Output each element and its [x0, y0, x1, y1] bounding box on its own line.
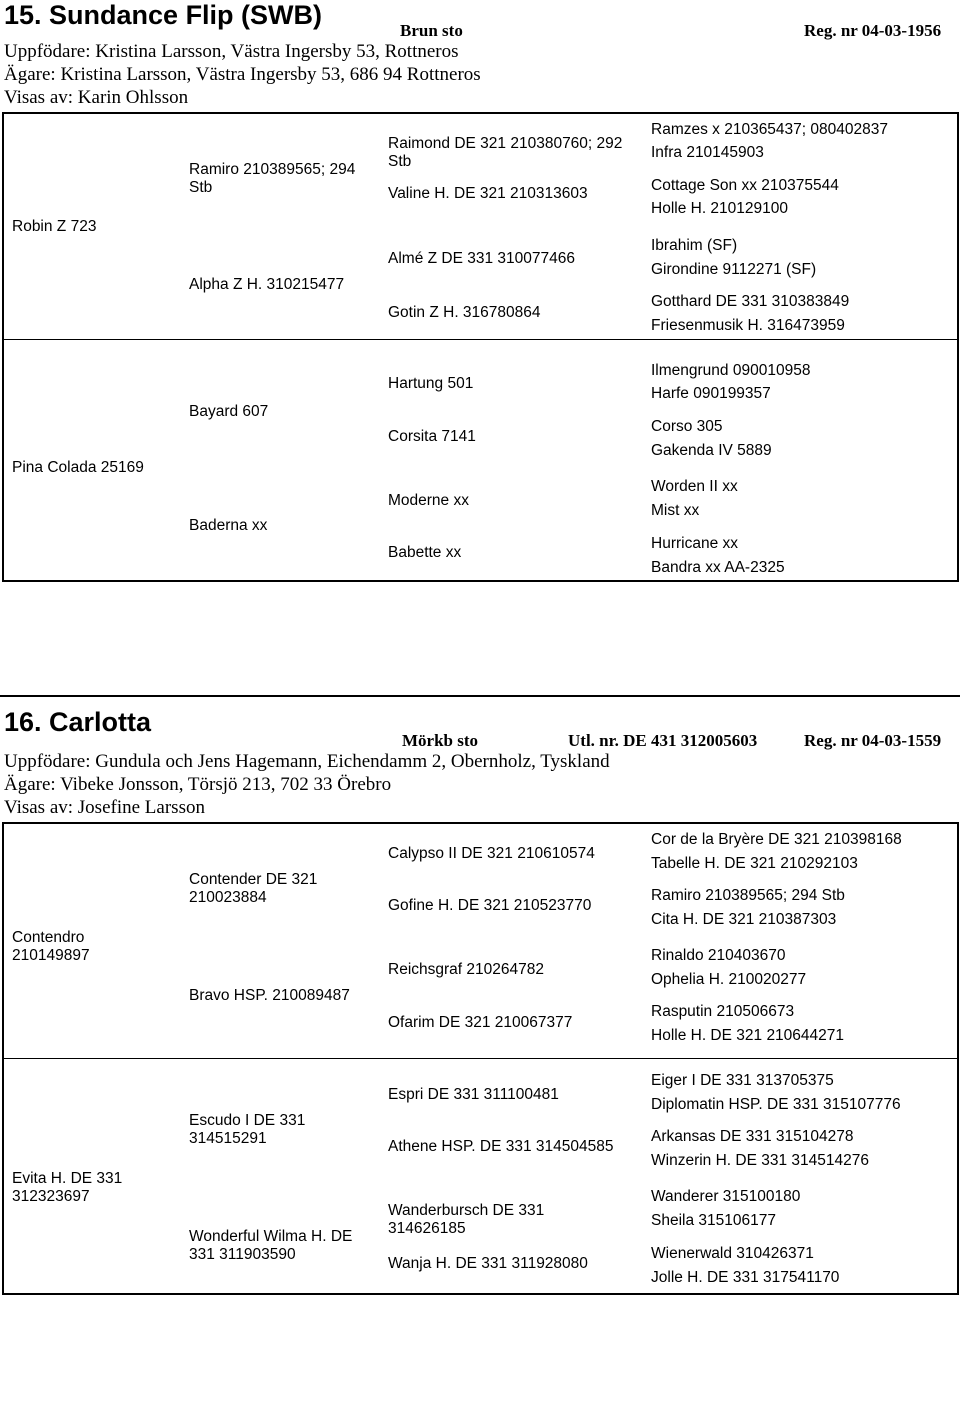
- ancestor-g4: Girondine 9112271 (SF): [651, 261, 817, 278]
- ancestor-g4: Wienerwald 310426371: [651, 1245, 814, 1262]
- ancestor-g4: Rinaldo 210403670: [651, 947, 786, 964]
- ancestor-g4: Bandra xx AA-2325: [651, 559, 785, 576]
- ancestor-g4: Hurricane xx: [651, 535, 738, 552]
- great-grandparent: Athene HSP. DE 331 314504585: [388, 1138, 614, 1155]
- pedigree-divider: [2, 1058, 959, 1059]
- pedigree-divider: [2, 339, 959, 340]
- ancestor-g4: Eiger I DE 331 313705375: [651, 1072, 834, 1089]
- great-grandparent: Calypso II DE 321 210610574: [388, 845, 595, 862]
- ancestor-g4: Gotthard DE 331 310383849: [651, 293, 850, 310]
- great-grandparent: Wanja H. DE 331 311928080: [388, 1255, 588, 1272]
- grandparent: Contender DE 321 210023884: [189, 871, 318, 906]
- grandparent: Wonderful Wilma H. DE 331 311903590: [189, 1228, 353, 1263]
- great-grandparent: Reichsgraf 210264782: [388, 961, 544, 978]
- color-sex: Brun sto: [400, 21, 463, 40]
- owner: Ägare: Vibeke Jonsson, Törsjö 213, 702 33 Örebro: [4, 774, 392, 795]
- ancestor-g4: Worden II xx: [651, 478, 738, 495]
- breeder: Uppfödare: Kristina Larsson, Västra Ingersby 53, Rottneros: [4, 41, 459, 62]
- ancestor-g4: Cottage Son xx 210375544: [651, 177, 839, 194]
- shown-by: Visas av: Karin Ohlsson: [4, 87, 189, 108]
- color-sex: Mörkb sto: [402, 731, 479, 750]
- foreign-number: Utl. nr. DE 431 312005603: [568, 731, 758, 750]
- great-grandparent: Corsita 7141: [388, 428, 476, 445]
- dam: Evita H. DE 331 312323697: [12, 1170, 123, 1205]
- ancestor-g4: Cita H. DE 321 210387303: [651, 911, 837, 928]
- ancestor-g4: Corso 305: [651, 418, 723, 435]
- great-grandparent: Moderne xx: [388, 492, 469, 509]
- great-grandparent: Hartung 501: [388, 375, 474, 392]
- ancestor-g4: Arkansas DE 331 315104278: [651, 1128, 854, 1145]
- grandparent: Bayard 607: [189, 403, 269, 420]
- ancestor-g4: Jolle H. DE 331 317541170: [651, 1269, 840, 1286]
- registration-number: Reg. nr 04-03-1956: [804, 21, 942, 40]
- grandparent: Baderna xx: [189, 517, 268, 534]
- ancestor-g4: Harfe 090199357: [651, 385, 771, 402]
- ancestor-g4: Ilmengrund 090010958: [651, 362, 811, 379]
- sire: Robin Z 723: [12, 218, 97, 235]
- grandparent: Alpha Z H. 310215477: [189, 276, 345, 293]
- registration-number: Reg. nr 04-03-1559: [804, 731, 942, 750]
- great-grandparent: Raimond DE 321 210380760; 292 Stb: [388, 135, 623, 170]
- grandparent: Ramiro 210389565; 294 Stb: [189, 161, 356, 196]
- entry-title: 16. Carlotta: [4, 707, 152, 737]
- great-grandparent: Espri DE 331 311100481: [388, 1086, 559, 1103]
- shown-by: Visas av: Josefine Larsson: [4, 797, 205, 818]
- great-grandparent: Wanderbursch DE 331 314626185: [388, 1202, 545, 1237]
- great-grandparent: Almé Z DE 331 310077466: [388, 250, 575, 267]
- great-grandparent: Gotin Z H. 316780864: [388, 304, 541, 321]
- ancestor-g4: Holle H. 210129100: [651, 200, 789, 217]
- ancestor-g4: Sheila 315106177: [651, 1212, 776, 1229]
- ancestor-g4: Ophelia H. 210020277: [651, 971, 807, 988]
- ancestor-g4: Friesenmusik H. 316473959: [651, 317, 845, 334]
- sire: Contendro 210149897: [12, 929, 90, 964]
- ancestor-g4: Wanderer 315100180: [651, 1188, 801, 1205]
- ancestor-g4: Tabelle H. DE 321 210292103: [651, 855, 858, 872]
- great-grandparent: Gofine H. DE 321 210523770: [388, 897, 592, 914]
- ancestor-g4: Ramiro 210389565; 294 Stb: [651, 887, 845, 904]
- ancestor-g4: Gakenda IV 5889: [651, 442, 772, 459]
- grandparent: Escudo I DE 331 314515291: [189, 1112, 306, 1147]
- ancestor-g4: Ibrahim (SF): [651, 237, 738, 254]
- section-divider: [0, 695, 960, 697]
- ancestor-g4: Mist xx: [651, 502, 700, 519]
- ancestor-g4: Holle H. DE 321 210644271: [651, 1027, 845, 1044]
- breeder: Uppfödare: Gundula och Jens Hagemann, Eichendamm 2, Obernholz, Tyskland: [4, 751, 610, 772]
- great-grandparent: Valine H. DE 321 210313603: [388, 185, 588, 202]
- ancestor-g4: Diplomatin HSP. DE 331 315107776: [651, 1096, 901, 1113]
- ancestor-g4: Ramzes x 210365437; 080402837: [651, 121, 888, 138]
- dam: Pina Colada 25169: [12, 459, 144, 476]
- great-grandparent: Ofarim DE 321 210067377: [388, 1014, 573, 1031]
- ancestor-g4: Winzerin H. DE 331 314514276: [651, 1152, 869, 1169]
- ancestor-g4: Infra 210145903: [651, 144, 764, 161]
- grandparent: Bravo HSP. 210089487: [189, 987, 350, 1004]
- owner: Ägare: Kristina Larsson, Västra Ingersby 53, 686 94 Rottneros: [4, 64, 481, 85]
- entry-title: 15. Sundance Flip (SWB): [4, 0, 323, 30]
- great-grandparent: Babette xx: [388, 544, 462, 561]
- ancestor-g4: Rasputin 210506673: [651, 1003, 795, 1020]
- ancestor-g4: Cor de la Bryère DE 321 210398168: [651, 831, 902, 848]
